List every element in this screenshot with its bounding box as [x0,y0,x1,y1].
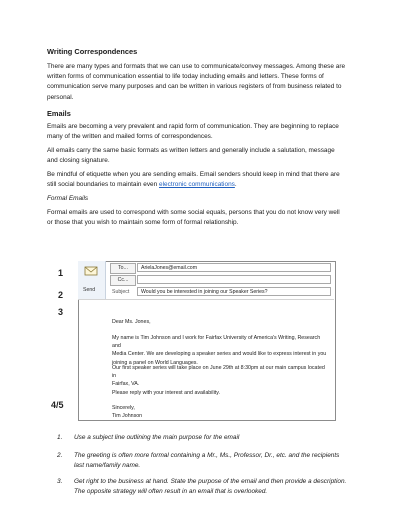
marker-3: 3 [58,307,64,317]
marker-1: 1 [58,268,64,278]
paragraph-line: All emails carry the same basic formats as written letters and generally include a salutation, message [47,147,335,154]
list-item [47,477,367,499]
list-number: 2. [57,452,63,459]
emails-paragraph-2 [47,146,359,166]
email-body-line: joining a panel on World Languages. [112,359,198,366]
emails-heading: Emails [47,109,71,118]
intro-line: personal. [47,93,74,101]
emails-paragraph-3 [47,170,359,190]
paragraph-line: or those that you wish to maintain some form of formal relationship. [47,219,239,227]
marker-2: 2 [58,290,64,300]
formal-emails-paragraph [47,208,359,228]
email-body-paragraph-3: Please reply with your interest and availability. [112,390,220,396]
email-closing [112,404,328,420]
email-body-paragraph-1 [112,334,328,367]
electronic-communications-link[interactable]: electronic communications [159,181,235,189]
list-text: Use a subject line outlining the main purpose for the email [74,434,240,441]
intro-line: communication serve many purposes and can be written in various registers of from business related to [47,83,342,91]
list-text [74,477,374,497]
to-button[interactable]: To... [110,263,136,274]
cc-field[interactable] [137,275,331,284]
marker-4-5: 4/5 [51,400,64,410]
paragraph-line: and closing signature. [47,157,110,165]
to-field[interactable]: ArielaJones@email.com [137,263,331,272]
paragraph-line: Emails are becoming a very prevalent and rapid form of communication. They are beginning to replace [47,123,339,130]
send-label: Send [83,287,96,293]
list-text [74,451,374,471]
send-button[interactable] [78,261,106,299]
subject-label: Subject [112,289,130,295]
paragraph-line [47,180,359,190]
emails-paragraph-1 [47,122,359,142]
subject-field[interactable]: Would you be interested in joining our Speaker Series? [137,287,331,296]
paragraph-line: Formal emails are used to correspond with some social equals, persons that you do not know very well [47,209,340,216]
email-signature: Tim Johnson [112,413,143,420]
list-item [47,433,367,445]
paragraph-line: Be mindful of etiquette when you are sending emails. Email senders should keep in mind that there are [47,171,340,178]
envelope-icon [84,265,98,277]
list-line: The greeting is often more formal containing a Mr., Ms., Professor, Dr., etc. and the recipients [74,452,340,459]
email-closing-line: Sincerely, [112,405,135,411]
email-body-line: My name is Tim Johnson and I work for Fairfax University of America's Writing, Research and [112,335,321,350]
cc-button[interactable]: Cc... [110,275,136,286]
email-body-line: Our first speaker series will take place on June 29th at 8:30pm at our main campus located in [112,365,325,380]
list-number: 1. [57,434,63,441]
email-salutation: Dear Ms. Jones, [112,319,151,325]
paragraph-text: . [234,181,237,189]
paragraph-line: many of the written and mailed forms of correspondences. [47,133,213,141]
email-body-line: Fairfax, VA. [112,381,140,388]
intro-paragraph [47,62,359,103]
formal-emails-heading: Formal Emails [47,195,89,202]
list-line: Get right to the business at hand. State the purpose of the email and then provide a description. [74,478,347,485]
intro-line: written forms of communication essential to life today including emails and letters. These forms of [47,73,324,81]
email-body-paragraph-2 [112,364,328,389]
email-body-line: Media Center. We are developing a speaker series and would like to express interest in you [112,351,327,358]
list-number: 3. [57,478,63,485]
list-item [47,451,367,473]
intro-line: There are many types and formats that we can use to communicate/convey messages. Among these are [47,63,346,70]
list-line: last name/family name. [74,462,141,470]
header-divider [78,299,334,300]
paragraph-text: still social boundaries to maintain even [47,181,160,189]
list-line: The opposite strategy will often result in an email that is overlooked. [74,488,268,496]
document-title: Writing Correspondences [47,47,138,56]
